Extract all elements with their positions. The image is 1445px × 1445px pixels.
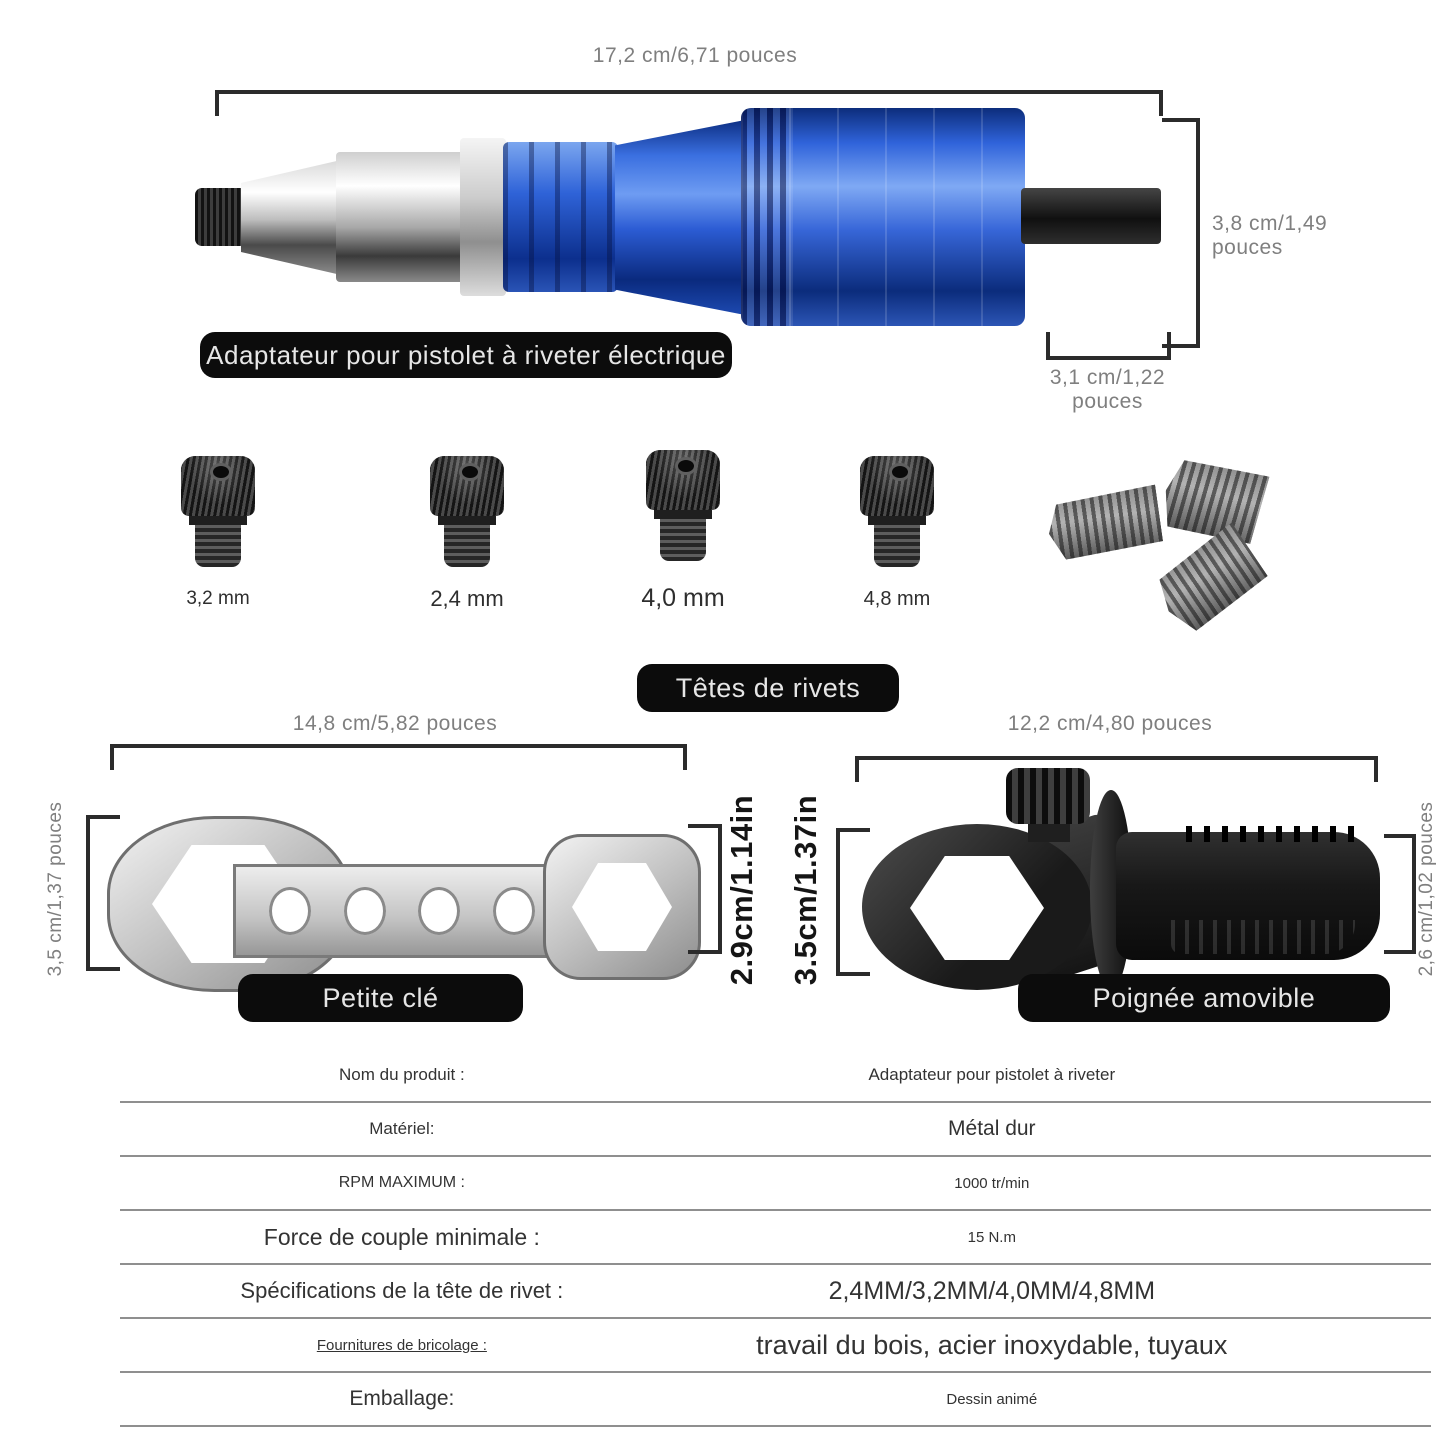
table-row — [120, 1319, 1431, 1373]
spec-value: Dessin animé — [946, 1390, 1038, 1408]
table-row — [120, 1265, 1431, 1319]
table-row — [120, 1049, 1431, 1103]
rivet-head-hole — [889, 463, 911, 481]
wrench-width-dimension: 14,8 cm/5,82 pouces — [292, 712, 498, 735]
table-row — [120, 1157, 1431, 1211]
handle-diameter-bracket — [1384, 834, 1416, 954]
rivet-head-hole — [675, 457, 697, 475]
jaw-wedge-1 — [1044, 485, 1164, 562]
rivet-head-4 — [855, 456, 939, 567]
wrench-bar-hole — [269, 887, 311, 935]
spec-label: Spécifications de la tête de rivet : — [240, 1278, 564, 1303]
adapter-shaft-dimension: 3,1 cm/1,22 pouces — [1049, 366, 1166, 413]
rivet-head-collar — [438, 516, 496, 525]
handle-height-dimension: 3.5cm/1.37in — [788, 794, 823, 986]
handle-illustration — [858, 768, 1383, 996]
wrench-width-bracket — [110, 744, 687, 770]
rivet-head-cap — [430, 456, 504, 516]
rivet-size-label-2: 2,4 mm — [430, 586, 504, 611]
adapter-label: Adaptateur pour pistolet à riveter électrique — [200, 332, 732, 378]
adapter-width-dimension: 17,2 cm/6,71 pouces — [592, 44, 798, 67]
spec-label: Matériel: — [369, 1119, 435, 1138]
rivet-head-stem — [195, 525, 241, 567]
adapter-height-bracket — [1162, 118, 1200, 348]
adapter-blue-body — [741, 108, 1025, 326]
wrench-bar — [233, 864, 571, 958]
table-row — [120, 1373, 1431, 1427]
rivet-head-2 — [425, 456, 509, 567]
rivet-head-3 — [641, 450, 725, 561]
wrench-bar-hole — [493, 887, 535, 935]
wrench-height-dimension: 3,5 cm/1,37 pouces — [45, 801, 66, 977]
adapter-nose-cone — [241, 160, 341, 275]
adapter-hex-shaft — [1021, 188, 1161, 244]
wrench-small-hex-hole — [572, 863, 672, 951]
rivet-heads-label: Têtes de rivets — [637, 664, 899, 712]
rivet-head-1 — [176, 456, 260, 567]
rivet-head-hole — [459, 463, 481, 481]
adapter-blue-collar — [503, 142, 618, 292]
wrench-illustration — [105, 812, 700, 994]
handle-knob — [1006, 768, 1090, 824]
handle-grip — [1116, 832, 1380, 960]
adapter-blue-hex — [615, 120, 745, 315]
rivet-size-label-1: 3,2 mm — [186, 588, 250, 609]
spec-label: Emballage: — [349, 1387, 455, 1410]
rivet-head-cap — [646, 450, 720, 510]
spec-label: Nom du produit : — [339, 1065, 465, 1084]
adapter-height-dimension: 3,8 cm/1,49 pouces — [1212, 212, 1328, 259]
spec-value: travail du bois, acier inoxydable, tuyaux — [756, 1329, 1228, 1360]
rivet-head-stem — [660, 519, 706, 561]
spec-value: Métal dur — [948, 1117, 1036, 1140]
rivet-head-stem — [874, 525, 920, 567]
rivet-size-label-4: 4,8 mm — [863, 588, 931, 610]
jaw-wedge-2 — [1156, 450, 1269, 550]
spec-label: Fournitures de bricolage : — [316, 1336, 487, 1354]
spec-value: 15 N.m — [967, 1228, 1016, 1246]
handle-label: Poignée amovible — [1018, 974, 1390, 1022]
table-row — [120, 1103, 1431, 1157]
rivet-head-collar — [654, 510, 712, 519]
rivet-head-hole — [210, 463, 232, 481]
adapter-knurled-tip — [195, 188, 247, 246]
handle-ring — [862, 824, 1092, 990]
rivet-head-stem — [444, 525, 490, 567]
table-row — [120, 1211, 1431, 1265]
wrench-thickness-dimension: 2.9cm/1.14in — [724, 794, 759, 986]
handle-hex-hole — [910, 856, 1044, 960]
wrench-thickness-bracket — [688, 824, 722, 954]
jaw-wedge-3 — [1147, 522, 1271, 637]
handle-width-dimension: 12,2 cm/4,80 pouces — [1007, 712, 1213, 735]
rivet-head-collar — [189, 516, 247, 525]
adapter-chrome-barrel — [336, 152, 464, 282]
spec-value: 1000 tr/min — [954, 1174, 1030, 1192]
wrench-small-head — [543, 834, 701, 980]
adapter-illustration — [195, 100, 1185, 335]
spec-label: RPM MAXIMUM : — [338, 1174, 465, 1191]
spec-table — [120, 1049, 1431, 1427]
rivet-head-cap — [860, 456, 934, 516]
rivet-head-collar — [868, 516, 926, 525]
spec-label: Force de couple minimale : — [263, 1223, 540, 1250]
adapter-shaft-bracket — [1046, 332, 1171, 360]
rivet-size-label-3: 4,0 mm — [641, 584, 725, 612]
wrench-bar-hole — [344, 887, 386, 935]
handle-diameter-dimension: 2,6 cm/1,02 pouces — [1416, 801, 1437, 977]
adapter-hex-nut — [460, 138, 506, 296]
spec-value: 2,4MM/3,2MM/4,0MM/4,8MM — [828, 1276, 1156, 1305]
wrench-bar-hole — [418, 887, 460, 935]
spec-value: Adaptateur pour pistolet à riveter — [868, 1065, 1116, 1084]
rivet-head-cap — [181, 456, 255, 516]
wrench-label: Petite clé — [238, 974, 523, 1022]
